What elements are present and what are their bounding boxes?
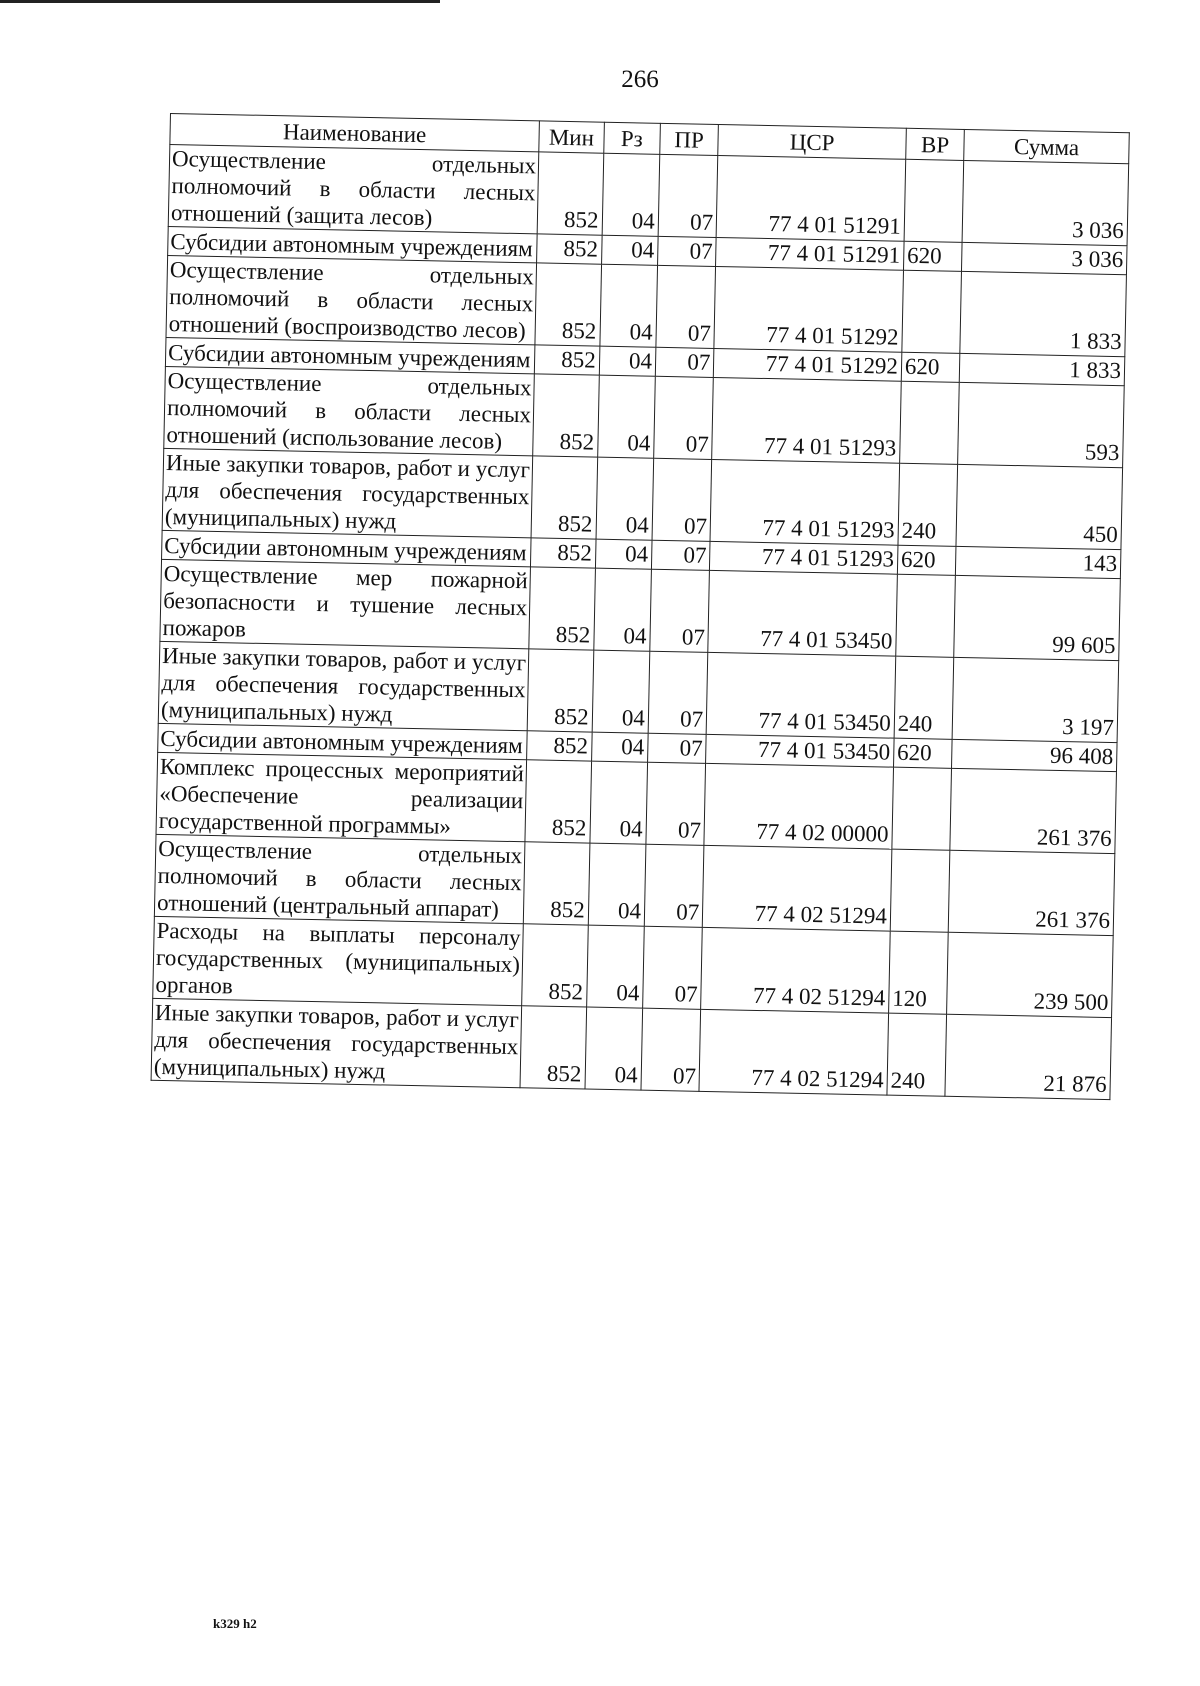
cell-pr: 07	[655, 347, 714, 377]
cell-csr: 77 4 01 51293	[710, 459, 899, 545]
cell-min: 852	[525, 760, 591, 843]
header-pr: ПР	[660, 123, 719, 155]
cell-vr	[896, 574, 956, 657]
cell-vr	[902, 270, 962, 353]
cell-pr: 07	[644, 844, 704, 927]
cell-sum: 1 833	[960, 271, 1126, 356]
cell-rz: 04	[600, 264, 658, 347]
cell-name: Субсидии автономным учреждениям	[162, 530, 532, 566]
cell-sum: 99 605	[954, 575, 1120, 660]
cell-sum: 96 408	[952, 739, 1117, 771]
cell-min: 852	[527, 649, 593, 732]
cell-vr: 620	[897, 545, 956, 575]
footer-code: k329 h2	[213, 1616, 257, 1631]
cell-rz: 04	[597, 375, 655, 458]
cell-min: 852	[535, 263, 601, 346]
cell-name: Осуществление мер пожарной безопасности и тушение лесных пожаров	[160, 559, 531, 648]
cell-rz: 04	[588, 843, 646, 926]
page-number: 266	[621, 66, 659, 93]
cell-name: Иные закупки товаров, работ и услуг для обеспечения государственных (муниципальных) нужд	[151, 998, 522, 1087]
cell-min: 852	[520, 1006, 586, 1089]
cell-sum: 3 036	[962, 242, 1127, 274]
cell-sum: 1 833	[960, 353, 1125, 385]
cell-rz: 04	[591, 732, 648, 762]
cell-pr: 07	[657, 236, 716, 266]
cell-sum: 3 197	[952, 657, 1118, 742]
cell-csr: 77 4 02 00000	[704, 763, 893, 849]
cell-rz: 04	[590, 761, 648, 844]
cell-min: 852	[533, 374, 599, 457]
cell-sum: 239 500	[947, 932, 1113, 1017]
cell-sum: 21 876	[945, 1014, 1111, 1099]
cell-vr	[904, 159, 964, 242]
cell-csr: 77 4 01 53450	[708, 570, 897, 656]
cell-csr: 77 4 01 51291	[716, 237, 904, 270]
cell-pr: 07	[651, 540, 710, 570]
cell-rz: 04	[586, 925, 644, 1008]
header-vr: ВР	[906, 128, 965, 160]
cell-sum: 593	[958, 382, 1124, 467]
cell-pr: 07	[656, 265, 716, 348]
cell-min: 852	[534, 345, 599, 375]
cell-csr: 77 4 02 51294	[703, 845, 892, 931]
cell-min: 852	[522, 924, 588, 1007]
cell-name: Осуществление отдельных полномочий в области лесных отношений (защита лесов)	[168, 145, 539, 234]
cell-rz: 04	[601, 235, 658, 265]
cell-sum: 3 036	[962, 160, 1128, 245]
header-min: Мин	[539, 121, 604, 153]
cell-rz: 04	[593, 568, 651, 651]
cell-vr: 620	[893, 738, 952, 768]
cell-rz: 04	[599, 346, 656, 376]
cell-csr: 77 4 01 51291	[716, 156, 905, 242]
cell-min: 852	[527, 731, 592, 761]
cell-csr: 77 4 01 51293	[710, 541, 898, 574]
cell-pr: 07	[652, 458, 712, 541]
cell-rz: 04	[596, 457, 654, 540]
cell-min: 852	[537, 152, 603, 235]
cell-pr: 07	[650, 569, 710, 652]
cell-min: 852	[531, 456, 597, 539]
cell-pr: 07	[641, 1008, 701, 1091]
cell-vr	[900, 381, 960, 464]
cell-csr: 77 4 01 51293	[712, 377, 901, 463]
cell-name: Осуществление отдельных полномочий в области лесных отношений (использование лесов)	[164, 366, 535, 455]
cell-vr	[890, 849, 950, 932]
cell-vr: 240	[898, 463, 958, 546]
cell-min: 852	[530, 538, 595, 568]
cell-name: Осуществление отдельных полномочий в области лесных отношений (воспроизводство лесов)	[166, 255, 537, 344]
scan-edge-line	[0, 0, 440, 3]
header-sum: Сумма	[964, 129, 1129, 163]
cell-rz: 04	[595, 539, 652, 569]
cell-csr: 77 4 01 53450	[706, 652, 895, 738]
cell-name: Иные закупки товаров, работ и услуг для обеспечения государственных (муниципальных) нужд	[162, 448, 533, 537]
header-rz: Рз	[603, 122, 660, 154]
cell-sum: 261 376	[950, 768, 1116, 853]
cell-csr: 77 4 02 51294	[701, 927, 890, 1013]
cell-rz: 04	[585, 1007, 643, 1090]
cell-sum: 450	[956, 464, 1122, 549]
cell-name: Субсидии автономным учреждениям	[158, 723, 528, 759]
cell-vr: 120	[888, 931, 948, 1014]
cell-min: 852	[523, 842, 589, 925]
cell-pr: 07	[643, 926, 703, 1009]
cell-pr: 07	[658, 154, 718, 237]
cell-vr: 620	[901, 352, 960, 382]
cell-vr	[892, 767, 952, 850]
table-body	[151, 145, 1129, 1100]
cell-csr: 77 4 02 51294	[699, 1009, 888, 1095]
cell-vr: 240	[894, 656, 954, 739]
cell-rz: 04	[592, 650, 650, 733]
cell-name: Расходы на выплаты персоналу государственных (муниципальных) органов	[153, 916, 524, 1005]
cell-pr: 07	[646, 762, 706, 845]
cell-rz: 04	[602, 153, 660, 236]
cell-name: Субсидии автономным учреждениям	[168, 226, 538, 262]
header-csr: ЦСР	[718, 125, 906, 160]
cell-pr: 07	[654, 376, 714, 459]
cell-pr: 07	[648, 651, 708, 734]
cell-name: Иные закупки товаров, работ и услуг для обеспечения государственных (муниципальных) нужд	[158, 641, 529, 730]
header-name: Наименование	[170, 114, 540, 152]
cell-min: 852	[537, 234, 602, 264]
cell-min: 852	[529, 567, 595, 650]
cell-sum: 261 376	[948, 850, 1114, 935]
cell-sum: 143	[956, 546, 1121, 578]
cell-name: Осуществление отдельных полномочий в области лесных отношений (центральный аппарат)	[154, 834, 525, 923]
cell-name: Субсидии автономным учреждениям	[165, 337, 535, 373]
cell-vr: 240	[887, 1013, 947, 1096]
cell-csr: 77 4 01 51292	[714, 348, 902, 381]
cell-vr: 620	[903, 241, 962, 271]
budget-table	[151, 113, 1130, 1100]
cell-pr: 07	[647, 733, 706, 763]
cell-name: Комплекс процессных мероприятий «Обеспечение реализации государственной программы»	[156, 752, 527, 841]
cell-csr: 77 4 01 51292	[714, 266, 903, 352]
cell-csr: 77 4 01 53450	[706, 734, 894, 767]
